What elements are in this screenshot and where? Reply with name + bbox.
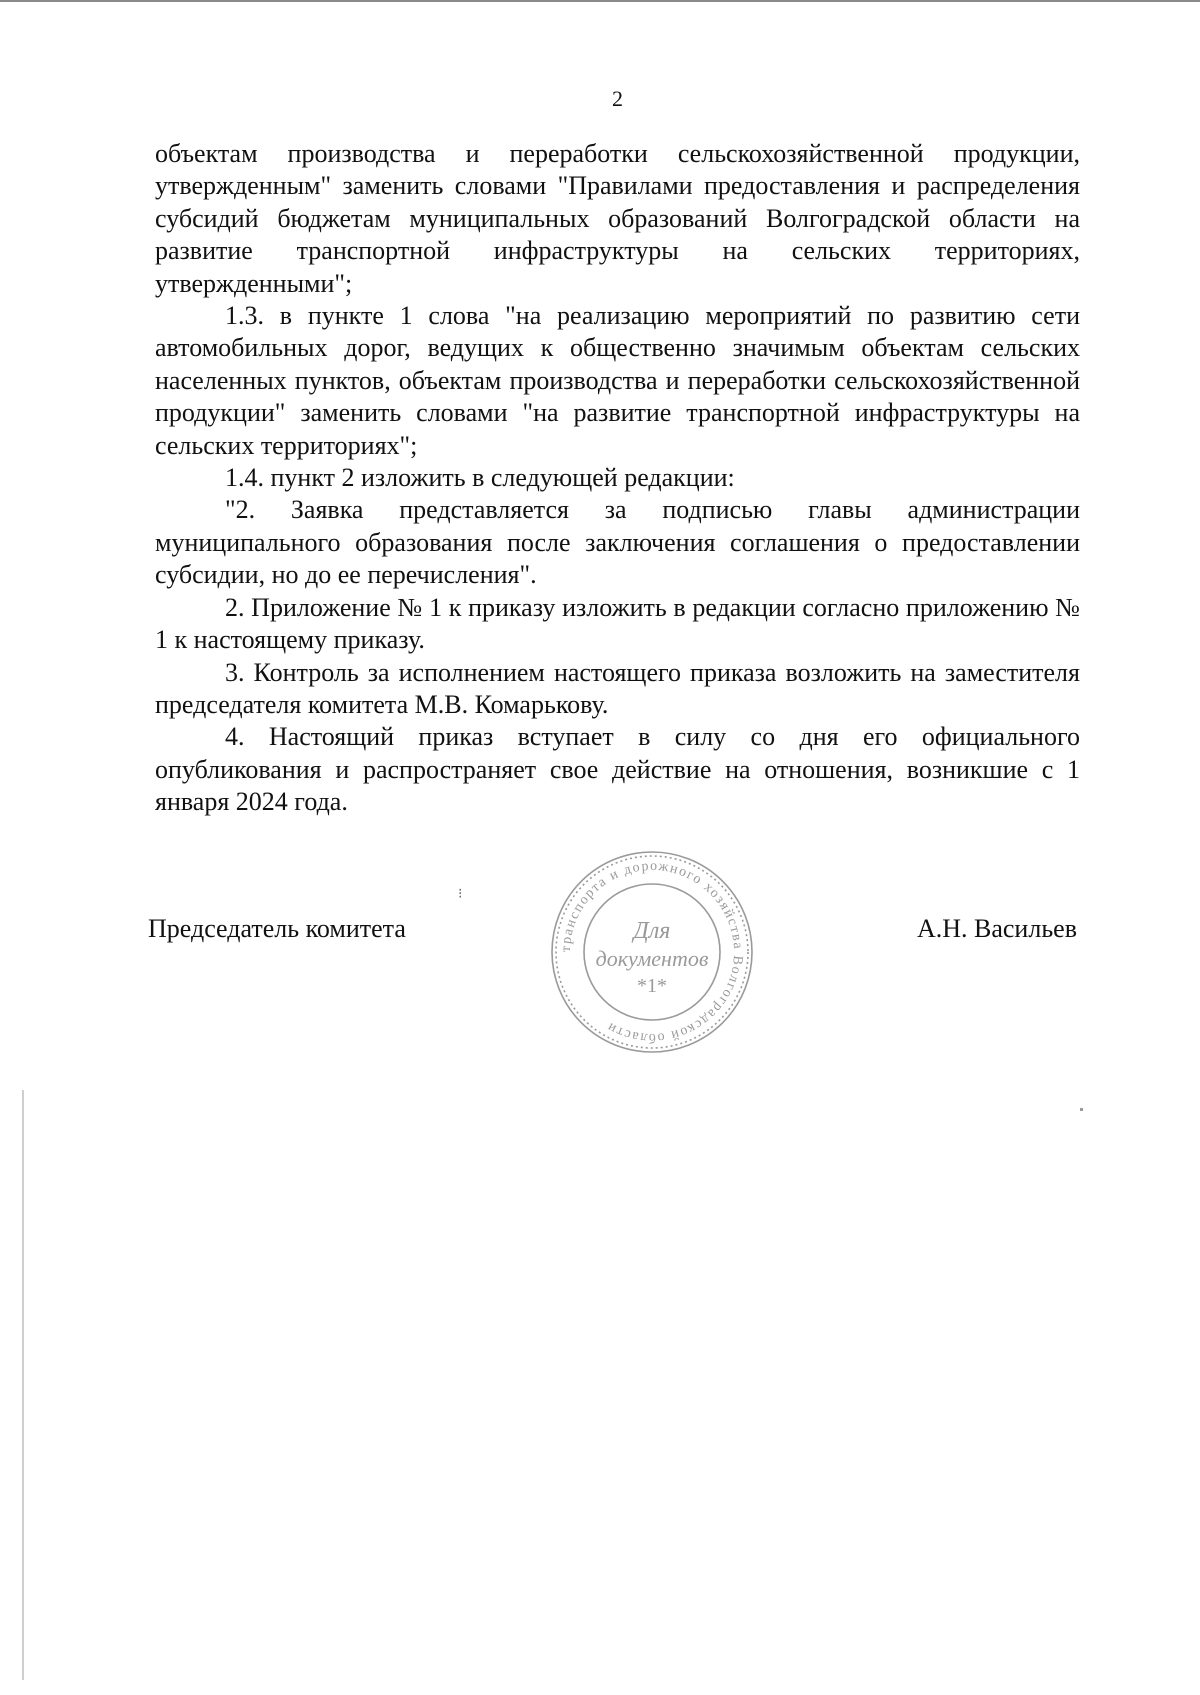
paragraph-1-3: 1.3. в пункте 1 слова "на реализацию мероприятий по развитию сети автомобильных дорог, ведущих к общественно значимым объектам сельских населенных пунктов, объектам производства и переработки сельскохозяйственной продукции" заменить словами "на развитие транспортной инфраструктуры на сельских территориях"; — [155, 301, 1080, 460]
paragraph-4: 4. Настоящий приказ вступает в силу со дня его официального опубликования и распространяет свое действие на отношения, возникшие с 1 января 2024 года. — [155, 722, 1080, 817]
paragraph-quote-2: "2. Заявка представляется за подписью главы администрации муниципального образования после заключения соглашения о предоставлении субсидии, но до ее перечисления". — [155, 495, 1080, 590]
scan-speck: ⁝ — [458, 887, 463, 902]
paragraph-3: 3. Контроль за исполнением настоящего приказа возложить на заместителя председателя комитета М.В. Комарькову. — [155, 657, 1080, 719]
page-number: 2 — [612, 86, 623, 111]
scan-left-edge — [22, 1090, 24, 1680]
scan-dot — [1080, 1108, 1083, 1111]
stamp-line1: Для — [633, 918, 671, 944]
stamp-line2: документов — [595, 946, 709, 971]
signature-row — [0, 914, 1200, 954]
paragraph-2: 2. Приложение № 1 к приказу изложить в редакции согласно приложению № 1 к настоящему приказу. — [155, 592, 1080, 655]
stamp-ring-text: транспорта и дорожного хозяйства Волгоградской области — [558, 858, 746, 1046]
paragraph-continuation: объектам производства и переработки сельскохозяйственной продукции, утвержденным" заменить словами "Правилами предоставления и распределения субсидий бюджетам муниципальных образований Волгоградской области на развитие транспортной инфраструктуры на сельских территориях, утвержденными"; — [155, 139, 1080, 298]
paragraph-1-4: 1.4. пункт 2 изложить в следующей редакции: — [225, 463, 735, 493]
stamp-number: *1* — [637, 975, 667, 997]
scan-top-edge — [0, 0, 1200, 2]
signer-name: А.Н. Васильев — [916, 914, 1077, 943]
document-body — [155, 138, 1080, 819]
signer-position: Председатель комитета — [148, 914, 406, 943]
